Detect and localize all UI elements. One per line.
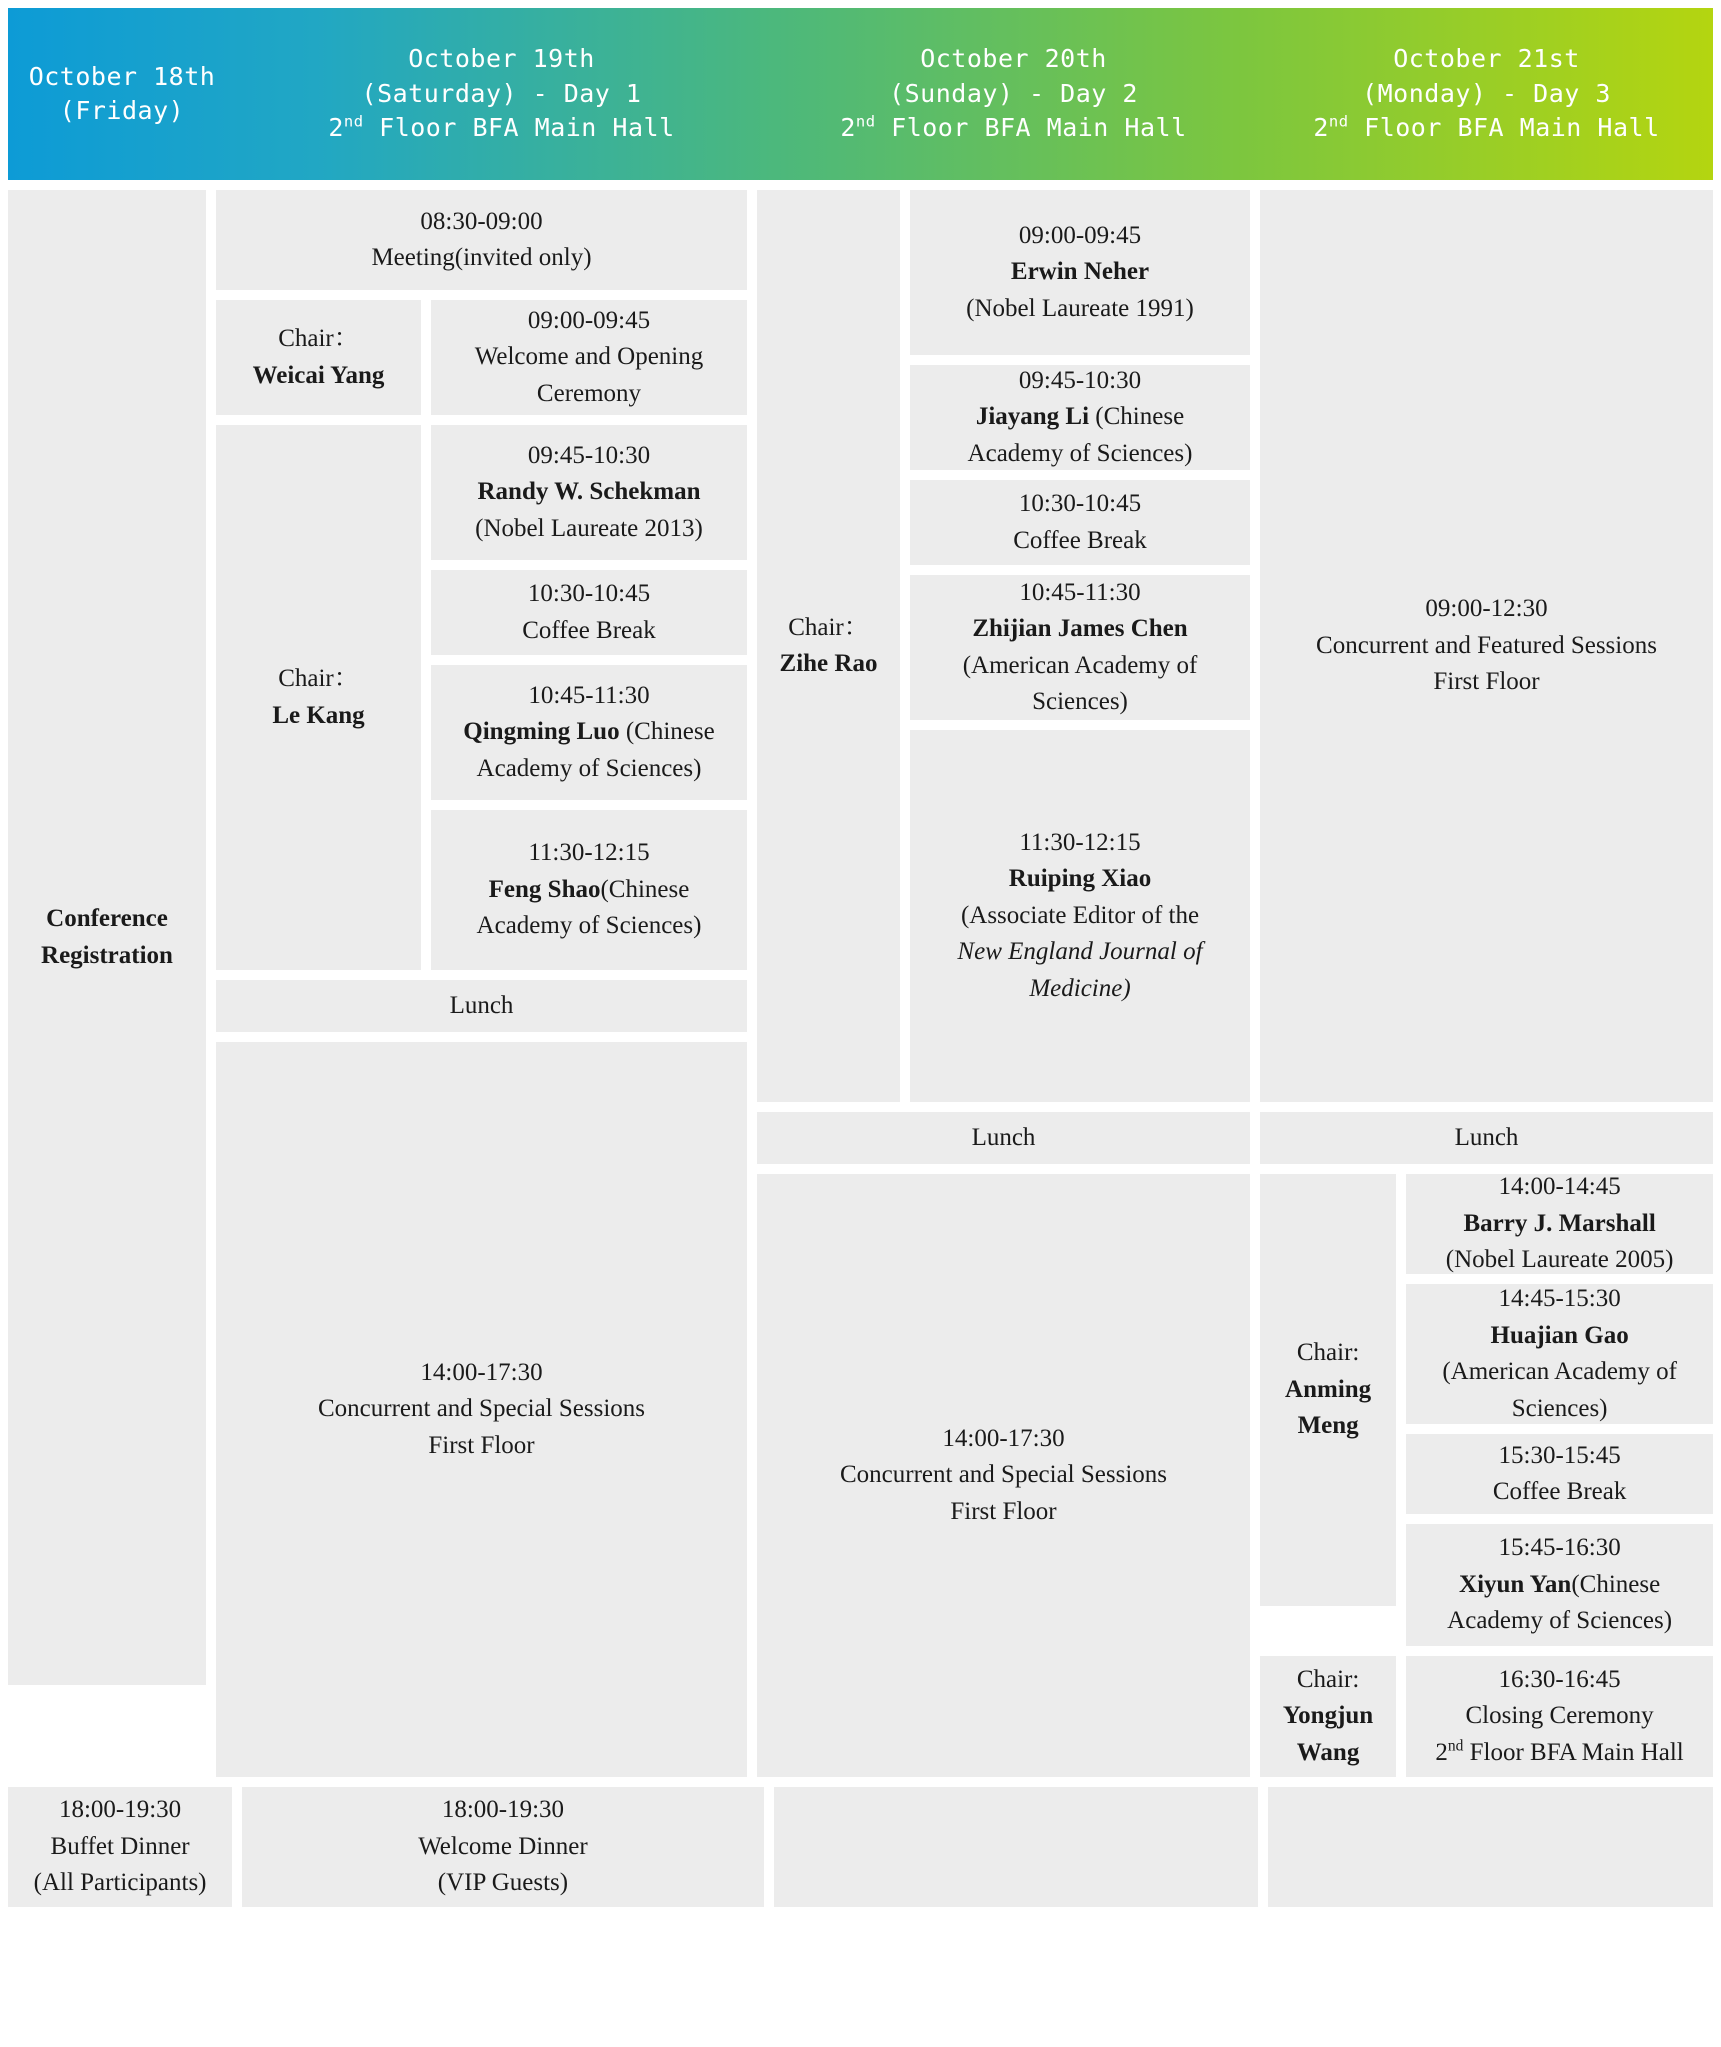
header-day-oct21 (1260, 8, 1713, 180)
session-coffee-break-day1 (431, 570, 747, 655)
session-title-line2: First Floor (1433, 668, 1540, 696)
speaker-affiliation-1: (American Academy of (962, 651, 1198, 679)
header-venue: 2nd Floor BFA Main Hall (328, 112, 675, 143)
dinner-empty-day3 (1268, 1787, 1713, 1907)
talks-list-day3 (1406, 1174, 1713, 1646)
chair-label: Chair： (278, 325, 359, 352)
session-time: 18:00-19:30 (58, 1796, 182, 1824)
session-lunch-day1 (216, 980, 747, 1032)
header-weekday: (Monday) - Day 3 (1362, 78, 1611, 108)
header-day-oct18 (8, 8, 236, 180)
chair-name-line1: Anming (1285, 1375, 1372, 1403)
session-meeting-invited (216, 190, 747, 290)
speaker-affiliation: (Nobel Laureate 2005) (1445, 1246, 1674, 1274)
session-time: 09:45-10:30 (1018, 366, 1142, 394)
header-weekday: (Friday) (59, 96, 185, 125)
block-morning-day2 (757, 190, 1250, 1102)
talks-list-day1 (431, 425, 747, 970)
session-jiayang-li (910, 365, 1250, 470)
session-time: 09:00-12:30 (1425, 595, 1548, 623)
session-time: 16:30-16:45 (1498, 1665, 1621, 1693)
session-afternoon-day2 (757, 1174, 1250, 1777)
chair-name-line1: Yongjun (1282, 1702, 1374, 1729)
speaker-name: Zhijian James Chen (972, 615, 1188, 642)
header-date: October 19th (408, 44, 595, 74)
session-opening-ceremony (431, 300, 747, 415)
chair-label: Chair: (1296, 1339, 1360, 1367)
header-day-oct19 (236, 8, 767, 180)
speaker-name: Qingming Luo (463, 718, 620, 746)
session-time: 10:45-11:30 (528, 681, 650, 709)
session-time: 14:00-17:30 (420, 1358, 543, 1386)
session-closing-ceremony (1406, 1656, 1713, 1778)
agenda-header (8, 8, 1713, 180)
speaker-affiliation-2: New England Journal of (957, 938, 1203, 966)
header-date: October 18th (28, 61, 216, 91)
column-oct19 (216, 190, 747, 1777)
speaker-affiliation-2: Academy of Sciences) (967, 439, 1193, 467)
speaker-affiliation-1: (Chinese (1571, 1570, 1661, 1598)
chair-name-line2: Meng (1297, 1412, 1359, 1440)
speaker-name: Randy W. Schekman (477, 478, 701, 506)
session-venue: 2nd Floor BFA Main Hall (1435, 1737, 1684, 1766)
block-afternoon-day3-a (1260, 1174, 1713, 1646)
speaker-name: Jiayang Li (975, 403, 1090, 431)
session-ruiping-xiao (910, 730, 1250, 1102)
talks-list-day2 (910, 190, 1250, 1102)
session-title-line1: Concurrent and Special Sessions (839, 1461, 1168, 1489)
speaker-affiliation-2: Academy of Sciences) (1447, 1607, 1673, 1634)
session-title-line1: Concurrent and Special Sessions (317, 1395, 646, 1423)
session-coffee-break-day2 (910, 480, 1250, 565)
header-date: October 20th (920, 44, 1107, 74)
session-morning-day3 (1260, 190, 1713, 1102)
session-time: 14:00-14:45 (1498, 1173, 1621, 1201)
session-time: 09:00-09:45 (1018, 221, 1142, 249)
chair-name: Weicai Yang (252, 361, 385, 389)
session-time: 09:00-09:45 (527, 306, 651, 334)
header-venue: 2nd Floor BFA Main Hall (840, 112, 1187, 143)
chair-weicai-yang (216, 300, 421, 415)
session-barry-marshall (1406, 1174, 1713, 1274)
session-title: Coffee Break (1013, 526, 1147, 554)
chair-label: Chair： (278, 665, 359, 692)
session-title-line1: Concurrent and Featured Sessions (1316, 631, 1657, 659)
chair-name-line2: Wang (1296, 1738, 1360, 1766)
speaker-name: Feng Shao (488, 875, 601, 903)
speaker-name: Barry J. Marshall (1463, 1209, 1656, 1237)
session-title: Welcome Dinner (418, 1832, 588, 1860)
speaker-affiliation-1: (Chinese (1089, 403, 1185, 431)
speaker-affiliation-2: Sciences) (1032, 688, 1128, 715)
chair-label: Chair： (788, 613, 869, 641)
session-lunch-day3 (1260, 1112, 1713, 1164)
block-afternoon-day3-b (1260, 1656, 1713, 1778)
session-time: 10:30-10:45 (1018, 490, 1142, 517)
chair-le-kang (216, 425, 421, 970)
chair-name: Zihe Rao (779, 650, 878, 677)
speaker-affiliation-2: Academy of Sciences) (476, 912, 702, 940)
session-qingming-luo (431, 665, 747, 800)
conference-registration-cell (8, 190, 206, 1685)
speaker-affiliation-1: (Chinese (600, 875, 690, 903)
speaker-name: Erwin Neher (1010, 258, 1150, 286)
header-weekday: (Saturday) - Day 1 (361, 78, 642, 108)
session-lunch-day2 (757, 1112, 1250, 1164)
session-title-line2: Ceremony (536, 379, 642, 407)
session-welcome-dinner (242, 1787, 764, 1907)
session-title: Lunch (971, 1123, 1036, 1151)
session-erwin-neher (910, 190, 1250, 355)
session-title: Buffet Dinner (50, 1832, 190, 1860)
session-time: 18:00-19:30 (441, 1796, 565, 1824)
speaker-name: Huajian Gao (1490, 1321, 1629, 1349)
chair-label: Chair: (1296, 1665, 1360, 1693)
session-title: Lunch (1454, 1123, 1519, 1151)
session-title: Closing Ceremony (1465, 1702, 1654, 1729)
session-feng-shao (431, 810, 747, 970)
session-time: 14:00-17:30 (942, 1424, 1065, 1452)
speaker-affiliation-1: (American Academy of (1442, 1358, 1677, 1385)
session-time: 10:45-11:30 (1019, 578, 1141, 606)
speaker-affiliation-3: Medicine) (1029, 974, 1131, 1002)
header-weekday: (Sunday) - Day 2 (889, 78, 1138, 108)
speaker-affiliation: (Nobel Laureate 2013) (475, 514, 703, 542)
speaker-name: Ruiping Xiao (1008, 865, 1152, 893)
speaker-name: Xiyun Yan (1459, 1570, 1572, 1598)
header-date: October 21st (1393, 44, 1580, 74)
agenda-dinner-row (8, 1787, 1713, 1907)
session-time: 09:45-10:30 (527, 441, 651, 469)
column-oct18 (8, 190, 206, 1777)
session-time: 11:30-12:15 (528, 839, 650, 867)
header-venue: 2nd Floor BFA Main Hall (1313, 112, 1660, 143)
chair-name: Le Kang (272, 701, 365, 729)
block-opening (216, 300, 747, 415)
session-randy-schekman (431, 425, 747, 560)
speaker-affiliation-2: Sciences) (1511, 1394, 1608, 1422)
dinner-empty-day2 (774, 1787, 1258, 1907)
session-title: Coffee Break (1492, 1478, 1627, 1505)
block-morning-talks (216, 425, 747, 970)
speaker-affiliation-2: Academy of Sciences) (476, 754, 702, 782)
agenda-body (8, 190, 1713, 1777)
session-time: 08:30-09:00 (420, 207, 543, 235)
session-title: Lunch (449, 991, 514, 1019)
speaker-affiliation: (Nobel Laureate 1991) (966, 294, 1194, 322)
session-huajian-gao (1406, 1284, 1713, 1424)
header-day-oct20 (767, 8, 1260, 180)
column-oct21 (1260, 190, 1713, 1777)
session-time: 11:30-12:15 (1019, 828, 1141, 856)
session-buffet-dinner (8, 1787, 232, 1907)
session-title-line1: Welcome and Opening (474, 343, 704, 371)
chair-yongjun-wang (1260, 1656, 1396, 1778)
speaker-affiliation-1: (Chinese (619, 718, 715, 746)
session-title-line2: First Floor (950, 1497, 1057, 1525)
session-time: 10:30-10:45 (527, 580, 651, 607)
session-afternoon-day1 (216, 1042, 747, 1777)
session-title: Meeting(invited only) (371, 244, 592, 271)
session-coffee-break-day3 (1406, 1434, 1713, 1514)
session-time: 15:45-16:30 (1498, 1534, 1621, 1561)
session-title-line2: First Floor (428, 1431, 535, 1459)
session-audience: (All Participants) (33, 1869, 207, 1897)
chair-zihe-rao (757, 190, 900, 1102)
chair-anming-meng (1260, 1174, 1396, 1606)
session-audience: (VIP Guests) (437, 1869, 569, 1897)
speaker-affiliation-1: (Associate Editor of the (960, 901, 1200, 929)
registration-line1: Conference (46, 905, 168, 932)
column-oct20 (757, 190, 1250, 1777)
session-time: 15:30-15:45 (1498, 1441, 1621, 1469)
session-time: 14:45-15:30 (1498, 1285, 1621, 1312)
session-xiyun-yan (1406, 1524, 1713, 1646)
session-title: Coffee Break (522, 616, 656, 644)
session-zhijian-james-chen (910, 575, 1250, 720)
registration-line2: Registration (41, 941, 173, 969)
